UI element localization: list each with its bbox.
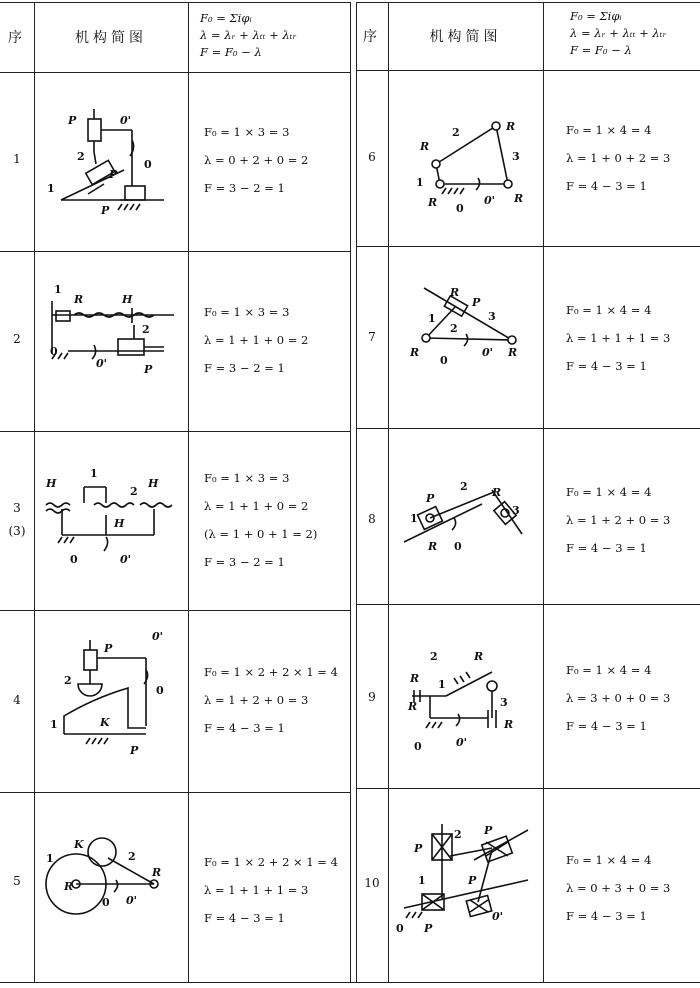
diagram-label: H <box>122 293 133 306</box>
diagram-label: 0 <box>396 922 404 935</box>
rule <box>0 792 350 793</box>
rule <box>350 2 351 982</box>
diagram-label: 1 <box>438 678 446 691</box>
mechanism-diagram-8 <box>388 430 543 602</box>
calc-line: λ = 1 + 0 + 2 = 3 <box>566 151 671 165</box>
diagram-label: R <box>492 486 502 499</box>
diagram-label: 0' <box>482 346 494 359</box>
mechanism-diagram-1 <box>34 74 188 250</box>
rule <box>356 70 700 71</box>
calc-line: λ = 1 + 1 + 0 = 2 <box>204 499 309 513</box>
diagram-label: 1 <box>410 512 418 525</box>
diagram-label: 2 <box>452 126 460 139</box>
formula-line: F₀ = Σiφᵢ <box>200 11 252 25</box>
diagram-label: 0 <box>144 158 152 171</box>
diagram-label: 0' <box>126 894 138 907</box>
diagram-label: 2 <box>130 485 138 498</box>
diagram-label: R <box>506 120 516 133</box>
diagram-label: 1 <box>54 283 62 296</box>
formula-line: F₀ = Σiφᵢ <box>570 9 622 23</box>
calc-line: F = 4 − 3 = 1 <box>566 541 647 555</box>
header-index: 序 <box>8 30 26 46</box>
rule <box>356 788 700 789</box>
diagram-label: R <box>514 192 524 205</box>
diagram-label: P <box>104 642 113 655</box>
calc-line: F = 3 − 2 = 1 <box>204 361 285 375</box>
row-index: 4 <box>13 693 21 707</box>
row-calculation <box>204 118 308 202</box>
row-calculation <box>566 846 670 930</box>
mechanism-diagram-9 <box>388 606 543 786</box>
calc-line: F₀ = 1 × 4 = 4 <box>566 663 652 677</box>
header-index: 序 <box>363 29 381 45</box>
diagram-label: 0' <box>120 114 132 127</box>
diagram-label: P <box>130 744 139 757</box>
diagram-label: 1 <box>418 874 426 887</box>
calc-line: λ = 1 + 1 + 0 = 2 <box>204 333 309 347</box>
diagram-label: 2 <box>128 850 136 863</box>
calc-line: F = 4 − 3 = 1 <box>204 911 285 925</box>
calc-line: F₀ = 1 × 3 = 3 <box>204 471 290 485</box>
diagram-label: 0 <box>156 684 164 697</box>
diagram-label: 0 <box>70 553 78 566</box>
header-diagram: 机构简图 <box>429 29 502 45</box>
diagram-label: 0' <box>152 630 164 643</box>
diagram-label: R <box>152 866 162 879</box>
calc-line: F₀ = 1 × 4 = 4 <box>566 123 652 137</box>
diagram-label: 3 <box>488 310 496 323</box>
diagram-label: 1 <box>46 852 54 865</box>
diagram-label: 0 <box>454 540 462 553</box>
calc-line: F₀ = 1 × 3 = 3 <box>204 305 290 319</box>
calc-line: F = 4 − 3 = 1 <box>566 909 647 923</box>
calc-line: F₀ = 1 × 3 = 3 <box>204 125 290 139</box>
rule <box>188 2 189 982</box>
diagram-label: 2 <box>460 480 468 493</box>
header-diagram: 机构简图 <box>75 30 147 46</box>
formula-line: λ = λᵣ + λₜₜ + λₜᵣ <box>200 28 297 42</box>
rule <box>0 431 350 432</box>
mechanism-diagram-3 <box>34 433 188 609</box>
row-index: 3 <box>13 501 21 515</box>
diagram-label: 0' <box>492 910 504 923</box>
calc-line: F = 4 − 3 = 1 <box>204 721 285 735</box>
diagram-label: H <box>46 477 57 490</box>
calc-line: F = 4 − 3 = 1 <box>566 719 647 733</box>
diagram-label: R <box>74 293 84 306</box>
mechanism-diagram-6 <box>388 72 543 244</box>
row-calculation <box>204 464 317 576</box>
calc-line: F₀ = 1 × 4 = 4 <box>566 853 652 867</box>
row-calculation <box>566 116 670 200</box>
diagram-label: R <box>450 286 460 299</box>
diagram-label: R <box>508 346 518 359</box>
calc-line: F₀ = 1 × 4 = 4 <box>566 303 652 317</box>
rule <box>0 72 350 73</box>
diagram-label: R <box>410 672 420 685</box>
diagram-label: 0 <box>102 896 110 909</box>
diagram-label: R <box>410 346 420 359</box>
calc-line: λ = 0 + 2 + 0 = 2 <box>204 153 309 167</box>
row-calculation <box>566 478 670 562</box>
calc-line: F = 4 − 3 = 1 <box>566 179 647 193</box>
diagram-label: P <box>472 296 481 309</box>
diagram-label: 3 <box>512 504 520 517</box>
calc-line: F₀ = 1 × 4 = 4 <box>566 485 652 499</box>
diagram-label: R <box>474 650 484 663</box>
diagram-label: P <box>101 204 110 217</box>
calc-line: F = 3 − 2 = 1 <box>204 555 285 569</box>
diagram-label: H <box>148 477 159 490</box>
diagram-label: 1 <box>90 467 98 480</box>
calc-line: λ = 1 + 1 + 1 = 3 <box>204 883 309 897</box>
rule <box>543 2 544 982</box>
row-calculation <box>204 298 308 382</box>
diagram-label: P <box>468 874 477 887</box>
diagram-label: 3 <box>512 150 520 163</box>
header-formula <box>200 10 297 61</box>
formula-line: λ = λᵣ + λₜₜ + λₜᵣ <box>570 26 667 40</box>
diagram-label: 0' <box>120 553 132 566</box>
diagram-label: P <box>68 114 77 127</box>
diagram-label: K <box>100 716 110 729</box>
mechanism-diagram-2 <box>34 253 188 430</box>
rule <box>356 2 357 982</box>
formula-line: F = F₀ − λ <box>570 43 632 57</box>
diagram-label: K <box>74 838 84 851</box>
diagram-label: 1 <box>47 182 55 195</box>
mechanism-diagram-5 <box>34 794 188 980</box>
diagram-label: 0 <box>414 740 422 753</box>
mechanism-diagram-10 <box>388 790 543 980</box>
diagram-label: P <box>109 168 118 181</box>
diagram-label: 0' <box>484 194 496 207</box>
calc-line: λ = 0 + 3 + 0 = 3 <box>566 881 671 895</box>
rule <box>0 982 700 983</box>
diagram-label: 2 <box>450 322 458 335</box>
calc-line: λ = 3 + 0 + 0 = 3 <box>566 691 671 705</box>
row-calculation <box>566 656 670 740</box>
calc-line: F = 4 − 3 = 1 <box>566 359 647 373</box>
row-index: 7 <box>368 330 376 344</box>
diagram-label: P <box>144 363 153 376</box>
row-calculation <box>204 848 338 932</box>
diagram-label: 1 <box>416 176 424 189</box>
row-index: 9 <box>368 690 376 704</box>
mechanism-diagram-4 <box>34 612 188 791</box>
diagram-label: R <box>428 196 438 209</box>
diagram-label: 2 <box>64 674 72 687</box>
diagram-label: P <box>426 492 435 505</box>
formula-line: F = F₀ − λ <box>200 45 262 59</box>
diagram-label: 0' <box>96 357 108 370</box>
mechanism-diagram-7 <box>388 248 543 426</box>
calc-line: (λ = 1 + 0 + 1 = 2) <box>204 527 318 541</box>
row-index: 6 <box>368 150 376 164</box>
diagram-label: 0 <box>456 202 464 215</box>
diagram-label: 1 <box>50 718 58 731</box>
rule <box>0 251 350 252</box>
row-index: 10 <box>364 876 380 890</box>
diagram-label: 3 <box>500 696 508 709</box>
diagram-label: 2 <box>454 828 462 841</box>
calc-line: F₀ = 1 × 2 + 2 × 1 = 4 <box>204 855 338 869</box>
row-index: 2 <box>13 332 21 346</box>
diagram-label: R <box>64 880 74 893</box>
rule <box>356 428 700 429</box>
row-calculation <box>204 658 338 742</box>
diagram-label: 0 <box>50 345 58 358</box>
diagram-label: R <box>428 540 438 553</box>
calc-line: λ = 1 + 2 + 0 = 3 <box>204 693 309 707</box>
rule <box>356 604 700 605</box>
diagram-label: 0' <box>456 736 468 749</box>
calc-line: F = 3 − 2 = 1 <box>204 181 285 195</box>
calc-line: λ = 1 + 2 + 0 = 3 <box>566 513 671 527</box>
rule <box>0 610 350 611</box>
diagram-label: P <box>414 842 423 855</box>
diagram-label: P <box>424 922 433 935</box>
diagram-label: H <box>114 517 125 530</box>
rule <box>356 246 700 247</box>
row-index: 1 <box>13 152 21 166</box>
diagram-label: R <box>420 140 430 153</box>
diagram-label: 1 <box>428 312 436 325</box>
row-calculation <box>566 296 670 380</box>
calc-line: λ = 1 + 1 + 1 = 3 <box>566 331 671 345</box>
diagram-label: 2 <box>430 650 438 663</box>
diagram-label: 2 <box>142 323 150 336</box>
diagram-label: 0 <box>440 354 448 367</box>
row-index: 8 <box>368 512 376 526</box>
row-index-sub: (3) <box>8 524 26 538</box>
diagram-label: R <box>408 700 418 713</box>
row-index: 5 <box>13 874 21 888</box>
calc-line: F₀ = 1 × 2 + 2 × 1 = 4 <box>204 665 338 679</box>
diagram-label: P <box>484 824 493 837</box>
diagram-label: R <box>504 718 514 731</box>
diagram-label: 2 <box>77 150 85 163</box>
header-formula <box>570 8 667 59</box>
